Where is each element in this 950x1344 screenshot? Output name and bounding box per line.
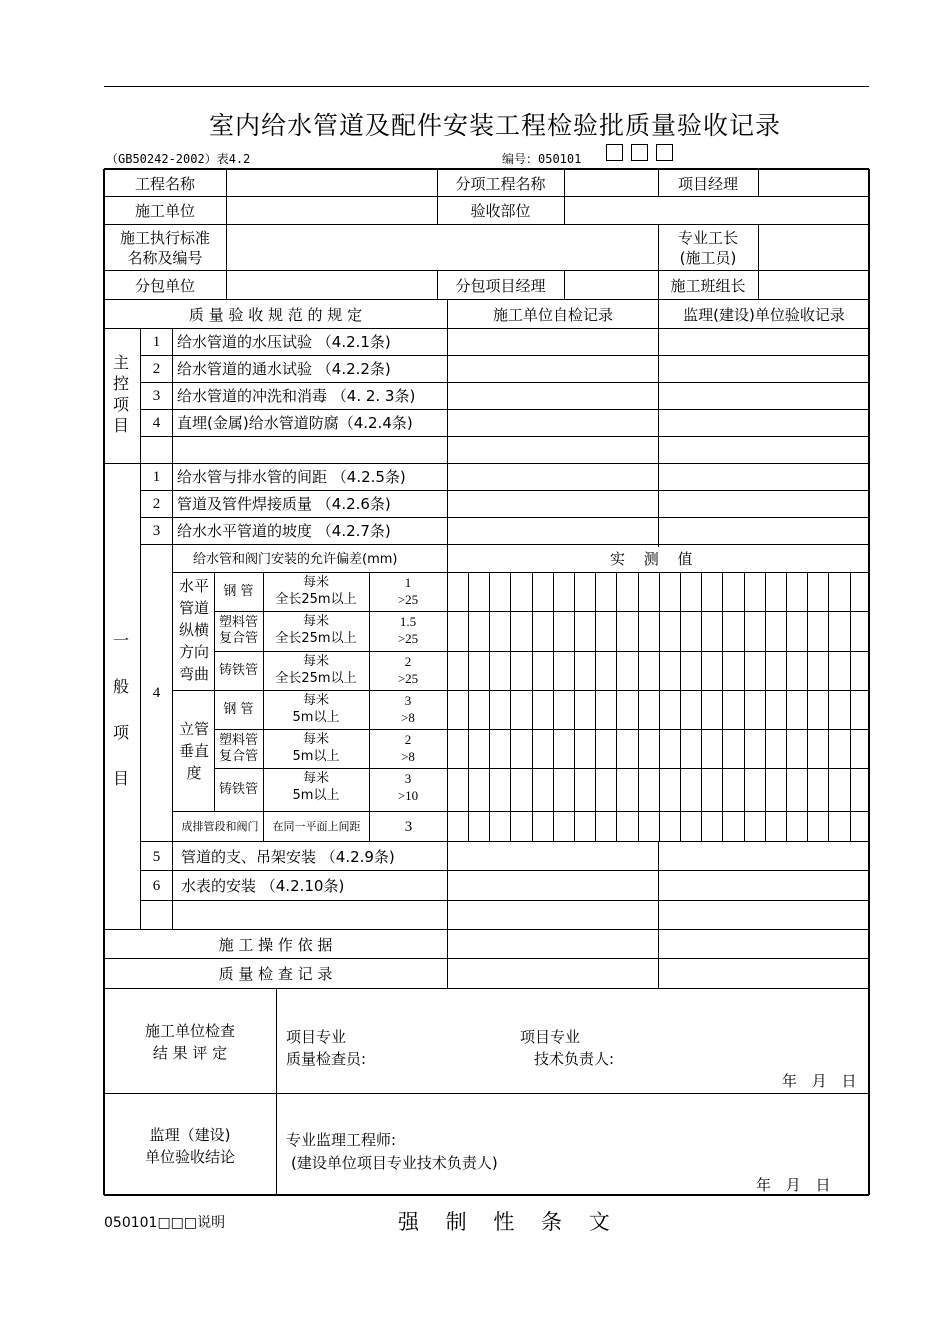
pipe-type: 铸铁管 [218,662,258,678]
label-construction-unit: 施工单位 [134,202,195,220]
grid-line [140,841,869,842]
grid-line [765,572,766,841]
label-sub-project-name: 分项工程名称 [455,175,546,193]
grid-line [532,572,533,841]
grid-line [104,168,869,170]
label-acceptance-part: 验收部位 [470,202,531,220]
column-supervision: 监理(建设)单位验收记录 [683,306,845,324]
tolerance-value: 1.5 [399,614,417,629]
main-item-no: 2 [152,361,161,377]
foreman-field[interactable] [759,225,869,270]
label-exec-standard-line2: 名称及编号 [127,249,203,267]
tolerance-value: 3 [404,771,412,786]
quality-inspector-line2: 质量检查员: [286,1050,367,1068]
grid-line [140,544,869,545]
sub-project-name-field[interactable] [565,170,657,196]
valve-row-value: 3 [404,819,413,835]
measured-values-header: 实 测 值 [610,550,693,568]
tech-lead-line2: 技术负责人: [534,1050,615,1068]
tolerance-condition: 每米 [302,654,329,669]
top-rule [104,86,869,87]
grid-line [574,572,575,841]
construction-eval-label-line1: 施工单位检查 [144,1022,235,1040]
label-project-manager: 项目经理 [677,175,738,193]
label-exec-standard-line1: 施工执行标准 [119,229,210,247]
grid-line [447,299,448,547]
grid-line [104,929,869,930]
main-item-text: 给水管道的冲洗和消毒 （4. 2. 3条) [177,387,416,405]
label-subcontract-manager: 分包项目经理 [455,277,546,295]
tolerance-condition: 每米 [302,771,329,786]
supervision-eval-date[interactable]: 年 月 日 [756,1176,831,1194]
grid-line [807,572,808,841]
supervision-eval-label-line1: 监理（建设) [149,1126,231,1144]
grid-line [140,490,869,491]
label-subcontract-unit: 分包单位 [134,277,195,295]
main-item-no: 1 [152,334,161,350]
general-item-no: 5 [152,849,161,865]
grid-line [140,517,869,518]
code-box-3[interactable] [656,144,673,161]
inspection-record-label: 质 量 检 查 记 录 [218,965,333,983]
tolerance-value: >25 [397,592,419,607]
vertical-plumb-group: 立管垂直度 [178,720,209,782]
tolerance-value: >10 [397,788,419,803]
grid-line [140,382,869,383]
general-item-no: 2 [152,496,161,512]
tolerance-value: 1 [404,575,412,590]
general-item-no: 6 [152,878,161,894]
general-item-no: 1 [152,469,161,485]
grid-line [140,409,869,410]
grid-line [140,900,869,901]
owner-tech-lead-label: (建设单位项目专业技术负责人) [291,1154,498,1172]
label-team-leader: 施工班组长 [670,277,746,295]
tolerance-condition: 全长25m以上 [275,592,357,607]
construction-unit-field[interactable] [227,197,436,224]
grid-line [658,841,659,988]
label-foreman-line1: 专业工长 [677,229,738,247]
tolerance-condition: 5m以上 [292,749,340,764]
grid-line [828,572,829,841]
general-item-text: 给水管与排水管的间距 （4.2.5条) [177,468,406,486]
main-items-label: 主控项目 [112,353,129,435]
general-item-text: 管道及管件焊接质量 （4.2.6条) [177,495,391,513]
general-item-text: 给水水平管道的坡度 （4.2.7条) [177,522,391,540]
tolerance-condition: 每米 [302,693,329,708]
general-items-label: 一般项目 [112,631,129,788]
grid-line [786,572,787,841]
grid-line [214,611,869,612]
grid-line [104,328,869,329]
grid-line [616,572,617,841]
grid-line [658,299,659,547]
form-code-label: 编号：050101 [502,152,582,166]
grid-line [744,572,745,841]
grid-line [140,355,869,356]
main-item-text: 给水管道的水压试验 （4.2.1条) [177,333,391,351]
grid-line [214,768,869,769]
grid-line [140,436,869,437]
pipe-type: 钢 管 [223,583,254,599]
grid-line [701,572,702,841]
exec-standard-field[interactable] [227,225,657,270]
grid-line [214,729,869,730]
grid-line [638,572,639,841]
tolerance-condition: 每米 [302,614,329,629]
general-item-no: 4 [152,685,161,701]
grid-line [595,572,596,841]
grid-line [659,572,660,841]
code-box-1[interactable] [606,144,623,161]
label-project-name: 工程名称 [134,175,195,193]
project-name-field[interactable] [227,170,436,196]
supervision-eval-label-line2: 单位验收结论 [144,1148,235,1166]
tolerance-header: 给水管和阀门安装的允许偏差(mm) [193,552,398,567]
grid-line [104,1194,869,1196]
subcontract-unit-field[interactable] [227,271,436,299]
tolerance-value: >8 [401,710,415,725]
grid-line [468,572,469,841]
document-title: 室内给水管道及配件安装工程检验批质量验收记录 [208,111,781,140]
label-foreman-line2: (施工员) [679,249,737,267]
grid-line [553,572,554,841]
main-item-no: 4 [152,415,161,431]
mandatory-clause-title: 强 制 性 条 文 [398,1210,620,1234]
grid-line [447,544,448,572]
grid-line [104,463,869,464]
general-item-no: 3 [152,523,161,539]
team-leader-field[interactable] [759,271,869,299]
tolerance-value: 2 [404,654,412,669]
construction-eval-label-line2: 结 果 评 定 [152,1044,228,1062]
pipe-type: 铸铁管 [218,781,258,797]
grid-line [850,572,851,841]
main-item-no: 3 [152,388,161,404]
tolerance-condition: 5m以上 [292,788,340,803]
tolerance-condition: 每米 [302,732,329,747]
valve-row-label: 成排管段和阀门 [181,820,259,833]
tolerance-value: >25 [397,631,419,646]
pipe-type: 塑料管复合管 [218,615,258,646]
grid-line [104,988,869,989]
tolerance-value: 3 [404,693,412,708]
tolerance-condition: 全长25m以上 [275,671,357,686]
subcontract-manager-field[interactable] [565,271,657,299]
grid-line [214,651,869,652]
tolerance-condition: 每米 [302,575,329,590]
tolerance-value: 2 [404,732,412,747]
construction-eval-date[interactable]: 年 月 日 [782,1072,857,1090]
column-self-check: 施工单位自检记录 [492,306,613,324]
grid-line [722,572,723,841]
grid-line [104,1093,869,1094]
tolerance-condition: 5m以上 [292,710,340,725]
tech-lead-line1: 项目专业 [520,1028,581,1046]
tolerance-condition: 全长25m以上 [275,631,357,646]
project-manager-field[interactable] [759,170,869,196]
main-item-text: 给水管道的通水试验 （4.2.2条) [177,360,391,378]
code-box-2[interactable] [631,144,648,161]
valve-row-condition: 在同一平面上间距 [272,820,361,833]
general-item-text: 水表的安装 （4.2.10条) [181,877,345,895]
main-item-text: 直埋(金属)给水管道防腐（4.2.4条) [177,414,413,432]
pipe-type: 钢 管 [223,701,254,717]
grid-line [680,572,681,841]
standard-reference: （GB50242-2002）表4.2 [106,152,251,166]
horizontal-bend-group: 水平管道纵横方向弯曲 [178,577,209,683]
quality-inspector-line1: 项目专业 [286,1028,347,1046]
footer-note: 050101□□□说明 [104,1215,226,1231]
column-spec: 质 量 验 收 规 范 的 规 定 [188,306,363,324]
grid-line [140,870,869,871]
grid-line [104,299,869,300]
operation-basis-label: 施 工 操 作 依 据 [218,936,333,954]
grid-line [104,958,869,959]
tolerance-value: >8 [401,749,415,764]
general-item-text: 管道的支、吊架安装 （4.2.9条) [181,848,395,866]
pipe-type: 塑料管复合管 [218,732,258,764]
tolerance-value: >25 [397,671,419,686]
supervision-engineer-label: 专业监理工程师: [286,1131,397,1149]
grid-line [510,572,511,841]
acceptance-part-field[interactable] [565,197,869,224]
grid-line [489,572,490,841]
